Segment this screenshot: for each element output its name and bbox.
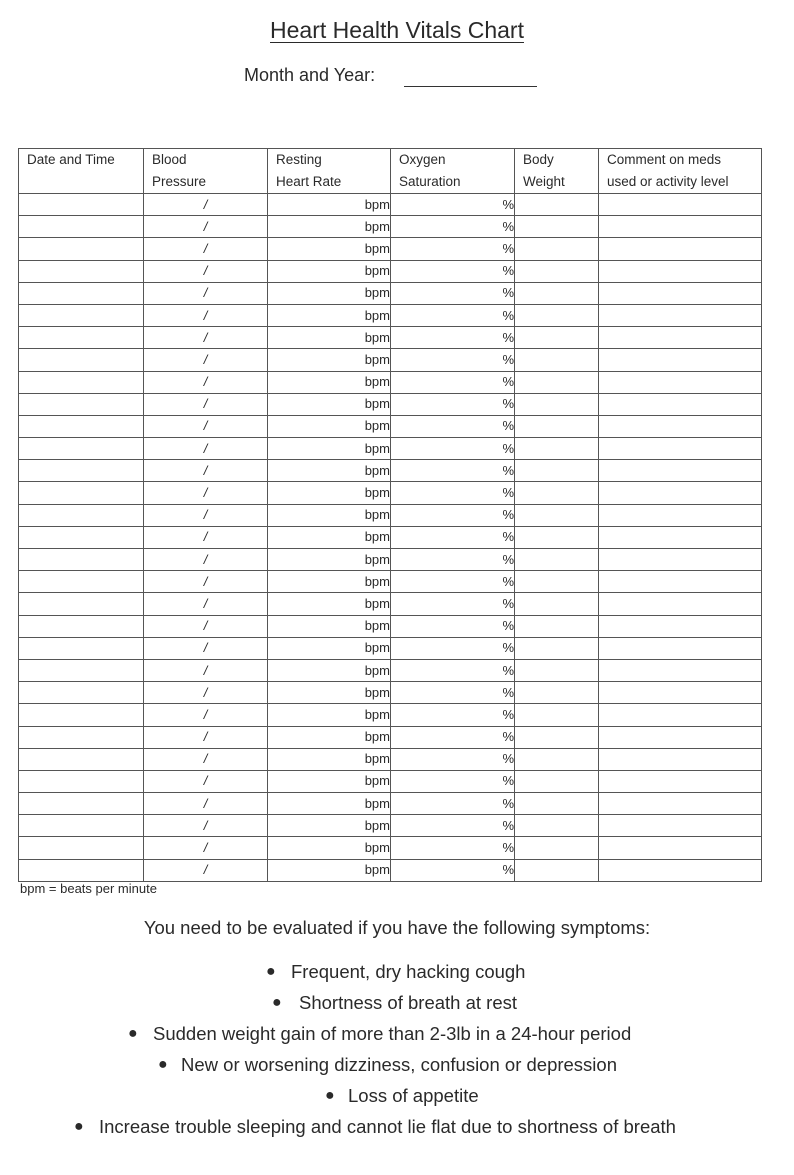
oxygen-saturation-cell[interactable]: % [391, 349, 515, 371]
heart-rate-cell[interactable]: bpm [268, 859, 391, 881]
comment-cell[interactable] [599, 615, 762, 637]
table-row [19, 282, 762, 304]
title-text: Heart Health Vitals Chart [270, 17, 524, 43]
bullet-icon: ● [266, 963, 276, 980]
date-time-cell[interactable] [19, 748, 144, 770]
blood-pressure-cell[interactable]: / [144, 770, 268, 792]
footnote: bpm = beats per minute [20, 881, 157, 896]
comment-cell[interactable] [599, 815, 762, 837]
date-time-cell[interactable] [19, 304, 144, 326]
comment-cell[interactable] [599, 593, 762, 615]
date-time-cell[interactable] [19, 349, 144, 371]
oxygen-saturation-cell[interactable]: % [391, 482, 515, 504]
oxygen-saturation-cell[interactable]: % [391, 460, 515, 482]
comment-cell[interactable] [599, 438, 762, 460]
blood-pressure-cell[interactable]: / [144, 216, 268, 238]
heart-rate-cell[interactable]: bpm [268, 637, 391, 659]
body-weight-cell[interactable] [515, 216, 599, 238]
table-row [19, 393, 762, 415]
table-row [19, 593, 762, 615]
oxygen-saturation-cell[interactable]: % [391, 304, 515, 326]
comment-cell[interactable] [599, 793, 762, 815]
blood-pressure-cell[interactable]: / [144, 194, 268, 216]
blood-pressure-cell[interactable]: / [144, 526, 268, 548]
blood-pressure-cell[interactable]: / [144, 349, 268, 371]
header-line: used or activity level [607, 174, 729, 189]
body-weight-cell[interactable] [515, 793, 599, 815]
body-weight-cell[interactable] [515, 371, 599, 393]
comment-cell[interactable] [599, 659, 762, 681]
heart-rate-cell[interactable]: bpm [268, 659, 391, 681]
table-row [19, 415, 762, 437]
table-row [19, 216, 762, 238]
table-body [19, 194, 762, 882]
body-weight-cell[interactable] [515, 615, 599, 637]
body-weight-cell[interactable] [515, 327, 599, 349]
date-time-cell[interactable] [19, 815, 144, 837]
comment-cell[interactable] [599, 704, 762, 726]
date-time-cell[interactable] [19, 726, 144, 748]
date-time-cell[interactable] [19, 415, 144, 437]
comment-cell[interactable] [599, 393, 762, 415]
symptom-item [0, 958, 794, 989]
table-row [19, 770, 762, 792]
date-time-cell[interactable] [19, 327, 144, 349]
table-header-row [19, 149, 762, 194]
date-time-cell[interactable] [19, 549, 144, 571]
table-row [19, 504, 762, 526]
date-time-cell[interactable] [19, 637, 144, 659]
blood-pressure-cell[interactable]: / [144, 704, 268, 726]
blood-pressure-cell[interactable]: / [144, 327, 268, 349]
oxygen-saturation-cell[interactable]: % [391, 815, 515, 837]
symptom-item [0, 1020, 794, 1051]
blood-pressure-cell[interactable]: / [144, 415, 268, 437]
table-row [19, 304, 762, 326]
oxygen-saturation-cell[interactable]: % [391, 682, 515, 704]
heart-rate-cell[interactable]: bpm [268, 304, 391, 326]
comment-cell[interactable] [599, 682, 762, 704]
comment-cell[interactable] [599, 238, 762, 260]
heart-rate-cell[interactable]: bpm [268, 393, 391, 415]
header-line: Saturation [399, 174, 461, 189]
body-weight-cell[interactable] [515, 349, 599, 371]
comment-cell[interactable] [599, 194, 762, 216]
date-time-cell[interactable] [19, 770, 144, 792]
table-row [19, 659, 762, 681]
table-row [19, 460, 762, 482]
date-time-cell[interactable] [19, 682, 144, 704]
comment-cell[interactable] [599, 216, 762, 238]
date-time-cell[interactable] [19, 793, 144, 815]
heart-rate-cell[interactable]: bpm [268, 549, 391, 571]
comment-cell[interactable] [599, 327, 762, 349]
heart-rate-cell[interactable]: bpm [268, 837, 391, 859]
body-weight-cell[interactable] [515, 393, 599, 415]
header-line: Body [523, 152, 554, 167]
oxygen-saturation-cell[interactable]: % [391, 526, 515, 548]
oxygen-saturation-cell[interactable]: % [391, 837, 515, 859]
table-row [19, 349, 762, 371]
body-weight-cell[interactable] [515, 637, 599, 659]
blood-pressure-cell[interactable]: / [144, 637, 268, 659]
comment-cell[interactable] [599, 415, 762, 437]
heart-rate-cell[interactable]: bpm [268, 571, 391, 593]
blood-pressure-cell[interactable]: / [144, 659, 268, 681]
comment-cell[interactable] [599, 526, 762, 548]
date-time-cell[interactable] [19, 194, 144, 216]
heart-rate-cell[interactable]: bpm [268, 526, 391, 548]
table-row [19, 371, 762, 393]
symptom-item [0, 1051, 794, 1082]
body-weight-cell[interactable] [515, 815, 599, 837]
heart-rate-cell[interactable]: bpm [268, 194, 391, 216]
table-row [19, 194, 762, 216]
table-row [19, 438, 762, 460]
oxygen-saturation-cell[interactable]: % [391, 593, 515, 615]
blood-pressure-cell[interactable]: / [144, 615, 268, 637]
symptom-text: Frequent, dry hacking cough [291, 961, 526, 982]
oxygen-saturation-cell[interactable]: % [391, 859, 515, 881]
date-time-cell[interactable] [19, 837, 144, 859]
blood-pressure-cell[interactable]: / [144, 438, 268, 460]
symptom-item [0, 1082, 794, 1113]
header-resting-heart-rate [268, 149, 391, 194]
heart-rate-cell[interactable]: bpm [268, 615, 391, 637]
comment-cell[interactable] [599, 726, 762, 748]
bullet-icon: ● [272, 994, 282, 1011]
blood-pressure-cell[interactable]: / [144, 549, 268, 571]
heart-rate-cell[interactable]: bpm [268, 438, 391, 460]
blood-pressure-cell[interactable]: / [144, 748, 268, 770]
table-row [19, 704, 762, 726]
month-year-label: Month and Year: [244, 65, 376, 85]
header-body-weight [515, 149, 599, 194]
blood-pressure-cell[interactable]: / [144, 304, 268, 326]
heart-rate-cell[interactable]: bpm [268, 371, 391, 393]
header-oxygen-saturation [391, 149, 515, 194]
oxygen-saturation-cell[interactable]: % [391, 327, 515, 349]
date-time-cell[interactable] [19, 859, 144, 881]
comment-cell[interactable] [599, 260, 762, 282]
date-time-cell[interactable] [19, 482, 144, 504]
date-time-cell[interactable] [19, 615, 144, 637]
comment-cell[interactable] [599, 282, 762, 304]
date-time-cell[interactable] [19, 593, 144, 615]
table-row [19, 837, 762, 859]
header-date-time [19, 149, 144, 194]
symptom-text: Increase trouble sleeping and cannot lie flat due to shortness of breath [99, 1116, 676, 1137]
comment-cell[interactable] [599, 859, 762, 881]
blood-pressure-cell[interactable]: / [144, 371, 268, 393]
body-weight-cell[interactable] [515, 593, 599, 615]
table-row [19, 637, 762, 659]
bullet-icon: ● [158, 1056, 168, 1073]
oxygen-saturation-cell[interactable]: % [391, 770, 515, 792]
table-row [19, 748, 762, 770]
body-weight-cell[interactable] [515, 460, 599, 482]
header-line: Date and Time [27, 152, 115, 167]
date-time-cell[interactable] [19, 216, 144, 238]
date-time-cell[interactable] [19, 282, 144, 304]
comment-cell[interactable] [599, 637, 762, 659]
header-comment [599, 149, 762, 194]
header-line: Weight [523, 174, 565, 189]
comment-cell[interactable] [599, 504, 762, 526]
table-row [19, 726, 762, 748]
heart-rate-cell[interactable]: bpm [268, 504, 391, 526]
blood-pressure-cell[interactable]: / [144, 504, 268, 526]
oxygen-saturation-cell[interactable]: % [391, 704, 515, 726]
body-weight-cell[interactable] [515, 304, 599, 326]
heart-rate-cell[interactable]: bpm [268, 704, 391, 726]
heart-rate-cell[interactable]: bpm [268, 327, 391, 349]
heart-rate-cell[interactable]: bpm [268, 793, 391, 815]
oxygen-saturation-cell[interactable]: % [391, 393, 515, 415]
heart-rate-cell[interactable]: bpm [268, 770, 391, 792]
table-row [19, 859, 762, 881]
body-weight-cell[interactable] [515, 748, 599, 770]
symptom-item [0, 989, 794, 1020]
month-year-blank-line[interactable] [404, 86, 537, 87]
date-time-cell[interactable] [19, 438, 144, 460]
oxygen-saturation-cell[interactable]: % [391, 748, 515, 770]
heart-rate-cell[interactable]: bpm [268, 349, 391, 371]
table-row [19, 482, 762, 504]
symptom-text: Loss of appetite [348, 1085, 479, 1106]
heart-rate-cell[interactable]: bpm [268, 748, 391, 770]
table-row [19, 549, 762, 571]
oxygen-saturation-cell[interactable]: % [391, 571, 515, 593]
symptoms-heading: You need to be evaluated if you have the following symptoms: [143, 917, 651, 938]
comment-cell[interactable] [599, 482, 762, 504]
body-weight-cell[interactable] [515, 704, 599, 726]
body-weight-cell[interactable] [515, 659, 599, 681]
oxygen-saturation-cell[interactable]: % [391, 726, 515, 748]
table-row [19, 260, 762, 282]
blood-pressure-cell[interactable]: / [144, 593, 268, 615]
blood-pressure-cell[interactable]: / [144, 238, 268, 260]
table-row [19, 327, 762, 349]
date-time-cell[interactable] [19, 460, 144, 482]
date-time-cell[interactable] [19, 571, 144, 593]
bullet-icon: ● [128, 1025, 138, 1042]
body-weight-cell[interactable] [515, 282, 599, 304]
blood-pressure-cell[interactable]: / [144, 726, 268, 748]
blood-pressure-cell[interactable]: / [144, 793, 268, 815]
header-line: Heart Rate [276, 174, 342, 189]
comment-cell[interactable] [599, 304, 762, 326]
comment-cell[interactable] [599, 770, 762, 792]
comment-cell[interactable] [599, 460, 762, 482]
heart-rate-cell[interactable]: bpm [268, 415, 391, 437]
header-line: Blood [152, 152, 187, 167]
oxygen-saturation-cell[interactable]: % [391, 615, 515, 637]
blood-pressure-cell[interactable]: / [144, 482, 268, 504]
table-row [19, 793, 762, 815]
heart-rate-cell[interactable]: bpm [268, 282, 391, 304]
oxygen-saturation-cell[interactable]: % [391, 504, 515, 526]
blood-pressure-cell[interactable]: / [144, 859, 268, 881]
table-row [19, 615, 762, 637]
table-row [19, 682, 762, 704]
comment-cell[interactable] [599, 371, 762, 393]
body-weight-cell[interactable] [515, 837, 599, 859]
comment-cell[interactable] [599, 748, 762, 770]
comment-cell[interactable] [599, 571, 762, 593]
body-weight-cell[interactable] [515, 726, 599, 748]
heart-rate-cell[interactable]: bpm [268, 682, 391, 704]
oxygen-saturation-cell[interactable]: % [391, 793, 515, 815]
header-line: Pressure [152, 174, 207, 189]
blood-pressure-cell[interactable]: / [144, 815, 268, 837]
symptom-text: Sudden weight gain of more than 2-3lb in a 24-hour period [153, 1023, 632, 1044]
bullet-icon: ● [325, 1087, 335, 1104]
oxygen-saturation-cell[interactable]: % [391, 438, 515, 460]
date-time-cell[interactable] [19, 238, 144, 260]
oxygen-saturation-cell[interactable]: % [391, 282, 515, 304]
body-weight-cell[interactable] [515, 482, 599, 504]
heart-rate-cell[interactable]: bpm [268, 260, 391, 282]
heart-rate-cell[interactable]: bpm [268, 726, 391, 748]
body-weight-cell[interactable] [515, 526, 599, 548]
heart-rate-cell[interactable]: bpm [268, 815, 391, 837]
body-weight-cell[interactable] [515, 438, 599, 460]
table-row [19, 815, 762, 837]
oxygen-saturation-cell[interactable]: % [391, 637, 515, 659]
bullet-icon: ● [74, 1118, 84, 1135]
body-weight-cell[interactable] [515, 859, 599, 881]
page-title [0, 16, 794, 44]
oxygen-saturation-cell[interactable]: % [391, 549, 515, 571]
date-time-cell[interactable] [19, 659, 144, 681]
body-weight-cell[interactable] [515, 770, 599, 792]
oxygen-saturation-cell[interactable]: % [391, 238, 515, 260]
body-weight-cell[interactable] [515, 549, 599, 571]
date-time-cell[interactable] [19, 393, 144, 415]
blood-pressure-cell[interactable]: / [144, 260, 268, 282]
header-line: Oxygen [399, 152, 446, 167]
heart-rate-cell[interactable]: bpm [268, 482, 391, 504]
symptom-item [0, 1113, 794, 1144]
blood-pressure-cell[interactable]: / [144, 282, 268, 304]
body-weight-cell[interactable] [515, 238, 599, 260]
symptom-text: New or worsening dizziness, confusion or depression [181, 1054, 617, 1075]
heart-rate-cell[interactable]: bpm [268, 238, 391, 260]
date-time-cell[interactable] [19, 504, 144, 526]
body-weight-cell[interactable] [515, 415, 599, 437]
date-time-cell[interactable] [19, 704, 144, 726]
comment-cell[interactable] [599, 837, 762, 859]
body-weight-cell[interactable] [515, 260, 599, 282]
heart-rate-cell[interactable]: bpm [268, 593, 391, 615]
blood-pressure-cell[interactable]: / [144, 460, 268, 482]
date-time-cell[interactable] [19, 371, 144, 393]
table-row [19, 526, 762, 548]
comment-cell[interactable] [599, 549, 762, 571]
body-weight-cell[interactable] [515, 571, 599, 593]
oxygen-saturation-cell[interactable]: % [391, 415, 515, 437]
header-line: Comment on meds [607, 152, 722, 167]
date-time-cell[interactable] [19, 260, 144, 282]
table-row [19, 571, 762, 593]
heart-rate-cell[interactable]: bpm [268, 460, 391, 482]
blood-pressure-cell[interactable]: / [144, 393, 268, 415]
blood-pressure-cell[interactable]: / [144, 571, 268, 593]
body-weight-cell[interactable] [515, 504, 599, 526]
symptom-text: Shortness of breath at rest [299, 992, 518, 1013]
oxygen-saturation-cell[interactable]: % [391, 260, 515, 282]
oxygen-saturation-cell[interactable]: % [391, 194, 515, 216]
symptoms-list [0, 958, 794, 1144]
blood-pressure-cell[interactable]: / [144, 682, 268, 704]
blood-pressure-cell[interactable]: / [144, 837, 268, 859]
vitals-table [18, 148, 762, 882]
heart-rate-cell[interactable]: bpm [268, 216, 391, 238]
oxygen-saturation-cell[interactable]: % [391, 659, 515, 681]
oxygen-saturation-cell[interactable]: % [391, 216, 515, 238]
body-weight-cell[interactable] [515, 194, 599, 216]
header-line: Resting [276, 152, 322, 167]
table-row [19, 238, 762, 260]
comment-cell[interactable] [599, 349, 762, 371]
date-time-cell[interactable] [19, 526, 144, 548]
oxygen-saturation-cell[interactable]: % [391, 371, 515, 393]
body-weight-cell[interactable] [515, 682, 599, 704]
header-blood-pressure [144, 149, 268, 194]
